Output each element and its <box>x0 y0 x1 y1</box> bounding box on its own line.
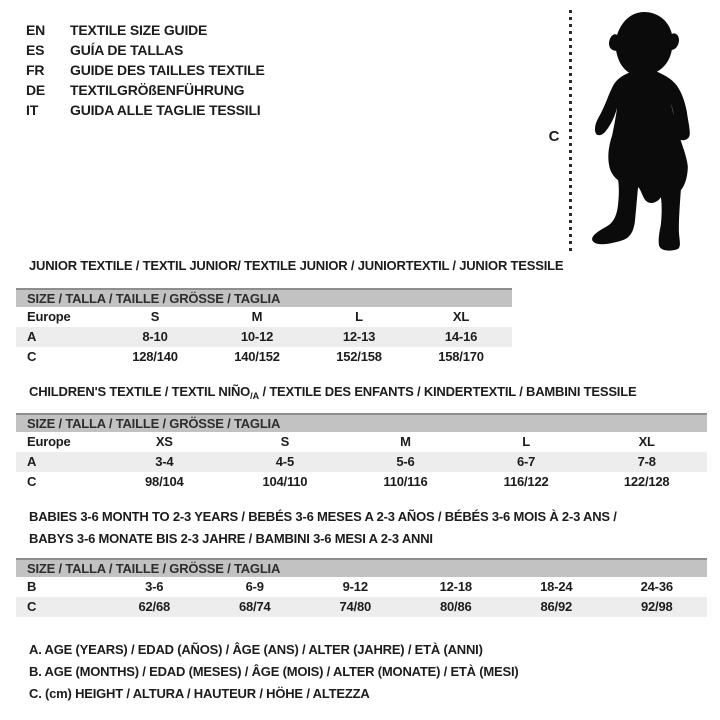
row-label: Europe <box>27 309 71 324</box>
language-code: IT <box>26 102 39 118</box>
language-code: FR <box>26 62 45 78</box>
row-label: C <box>27 349 37 364</box>
list-item <box>26 100 265 120</box>
row-label: B <box>27 579 37 594</box>
children-title-rest: / TEXTILE DES ENFANTS / KINDERTEXTIL / BAMBINI TESSILE <box>259 384 637 399</box>
size-value: XL <box>452 309 470 324</box>
language-code: EN <box>26 22 46 38</box>
size-value: M <box>400 434 411 449</box>
language-title-list <box>26 20 265 120</box>
age-value: 4-5 <box>275 454 294 469</box>
table-row <box>16 432 707 452</box>
height-value: 68/74 <box>238 599 271 614</box>
table-row <box>16 472 707 492</box>
age-value: 5-6 <box>396 454 415 469</box>
children-title-subscript: /A <box>250 391 260 401</box>
row-label: C <box>27 599 37 614</box>
junior-size-table <box>16 288 512 367</box>
height-value: 122/128 <box>623 474 670 489</box>
toddler-silhouette-icon <box>583 9 703 253</box>
table-row <box>16 577 707 597</box>
size-value: M <box>251 309 263 324</box>
children-size-table <box>16 413 707 492</box>
height-value: 62/68 <box>138 599 171 614</box>
height-value: 110/116 <box>383 474 428 489</box>
note-age-years: A. AGE (YEARS) / EDAD (AÑOS) / ÂGE (ANS) / ALTER (JAHRE) / ETÀ (ANNI) <box>29 642 483 657</box>
list-item <box>26 60 265 80</box>
language-code: DE <box>26 82 46 98</box>
babies-table-title-line2: BABYS 3-6 MONATE BIS 2-3 JAHRE / BAMBINI 3-6 MESI A 2-3 ANNI <box>29 531 433 546</box>
age-value: 12-18 <box>439 579 472 594</box>
age-value: 6-9 <box>245 579 264 594</box>
size-value: S <box>150 309 160 324</box>
row-label: A <box>27 329 37 344</box>
row-label: A <box>27 454 37 469</box>
height-value: 98/104 <box>145 474 184 489</box>
height-value: 140/152 <box>234 349 280 364</box>
age-value: 9-12 <box>342 579 368 594</box>
age-value: 3-6 <box>145 579 164 594</box>
size-value: XL <box>638 434 655 449</box>
height-value: 104/110 <box>262 474 308 489</box>
children-title-main: CHILDREN'S TEXTILE / TEXTIL NIÑO <box>29 384 251 399</box>
age-value: 10-12 <box>240 329 274 344</box>
height-value: 152/158 <box>336 349 382 364</box>
table-row <box>16 452 707 472</box>
list-item <box>26 80 265 100</box>
language-code: ES <box>26 42 45 58</box>
size-header-bar: SIZE / TALLA / TAILLE / GRÖSSE / TAGLIA <box>16 558 707 577</box>
junior-table-title: JUNIOR TEXTILE / TEXTIL JUNIOR/ TEXTILE JUNIOR / JUNIORTEXTIL / JUNIOR TESSILE <box>29 258 564 273</box>
guide-title: GUIDA ALLE TAGLIE TESSILI <box>70 102 261 118</box>
babies-table-title-line1: BABIES 3-6 MONTH TO 2-3 YEARS / BEBÉS 3-6 MESES A 2-3 AÑOS / BÉBÉS 3-6 MOIS À 2-3 ANS / <box>29 509 617 524</box>
height-value: 74/80 <box>339 599 372 614</box>
age-value: 8-10 <box>142 329 168 344</box>
guide-title: GUÍA DE TALLAS <box>70 42 184 58</box>
table-row <box>16 597 707 617</box>
row-label: Europe <box>27 434 71 449</box>
height-value: 128/140 <box>132 349 178 364</box>
height-value: 86/92 <box>540 599 573 614</box>
guide-title: TEXTILGRÖßENFÜHRUNG <box>70 82 245 98</box>
note-age-months: B. AGE (MONTHS) / EDAD (MESES) / ÂGE (MOIS) / ALTER (MONATE) / ETÀ (MESI) <box>29 664 519 679</box>
table-row <box>16 327 512 347</box>
age-value: 6-7 <box>516 454 536 469</box>
size-header-bar: SIZE / TALLA / TAILLE / GRÖSSE / TAGLIA <box>16 288 512 307</box>
note-height-cm: C. (cm) HEIGHT / ALTURA / HAUTEUR / HÖHE / ALTEZZA <box>29 686 370 701</box>
guide-title: GUIDE DES TAILLES TEXTILE <box>70 62 265 78</box>
height-value: 92/98 <box>640 599 673 614</box>
size-value: L <box>522 434 530 449</box>
toddler-figure <box>540 0 720 260</box>
age-value: 18-24 <box>540 579 573 594</box>
guide-title: TEXTILE SIZE GUIDE <box>70 22 208 38</box>
size-value: S <box>280 434 290 449</box>
height-value: 116/122 <box>503 474 549 489</box>
age-value: 7-8 <box>637 454 656 469</box>
size-value: XS <box>155 434 173 449</box>
age-value: 12-13 <box>342 329 376 344</box>
height-measure-label: C <box>548 128 560 145</box>
age-value: 3-4 <box>155 454 174 469</box>
age-value: 24-36 <box>640 579 673 594</box>
list-item <box>26 20 265 40</box>
children-table-title <box>29 384 636 401</box>
table-row <box>16 307 512 327</box>
size-header-bar: SIZE / TALLA / TAILLE / GRÖSSE / TAGLIA <box>16 413 707 432</box>
babies-size-table <box>16 558 707 617</box>
height-value: 158/170 <box>438 349 484 364</box>
table-row <box>16 347 512 367</box>
height-value: 80/86 <box>439 599 472 614</box>
row-label: C <box>27 474 37 489</box>
list-item <box>26 40 265 60</box>
size-value: L <box>355 309 363 324</box>
age-value: 14-16 <box>444 329 478 344</box>
dotted-measure-line <box>569 10 572 252</box>
